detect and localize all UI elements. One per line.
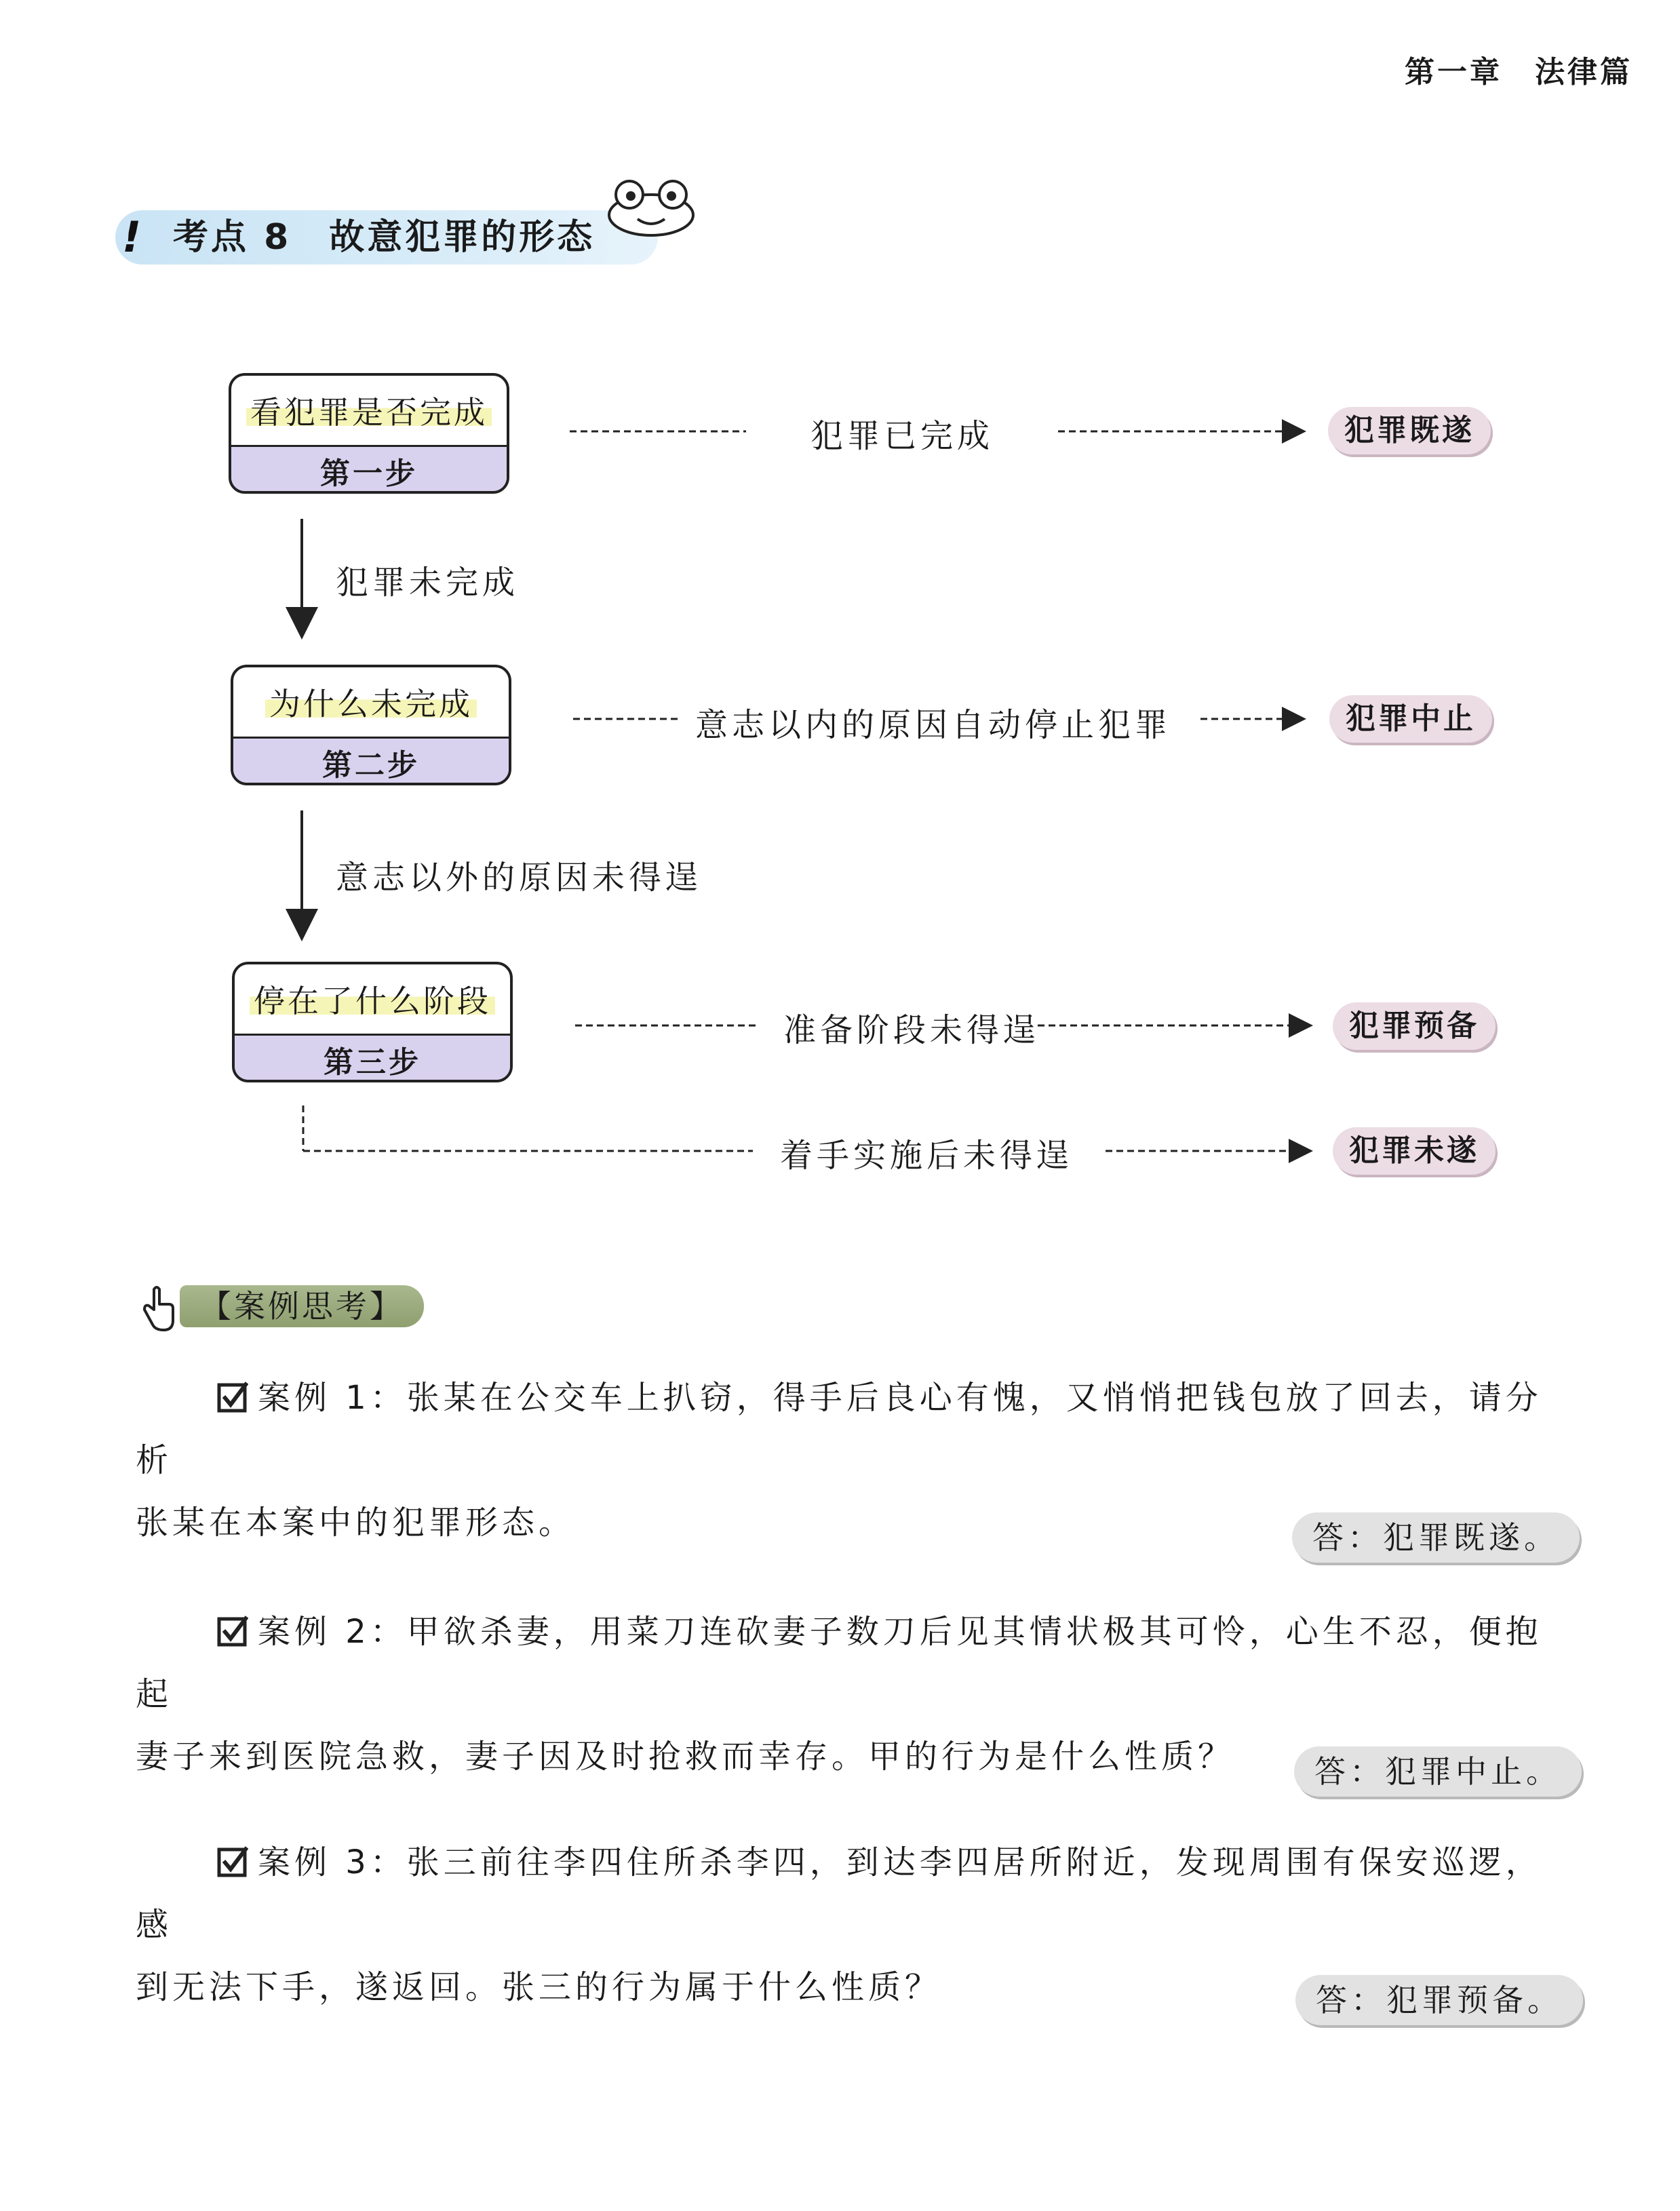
step-label: 第二步 [233,737,509,785]
answer-1: 答：犯罪既遂。 [1292,1512,1580,1563]
step-box-1 [229,373,509,494]
result-pill-4: 犯罪未遂 [1333,1127,1496,1175]
step-question: 停在了什么阶段 [250,977,495,1021]
case-text-line2: 妻子来到医院急救，妻子因及时抢救而幸存。甲的行为是什么性质？ [136,1738,1235,1776]
result-pill-3: 犯罪预备 [1333,1002,1496,1050]
case-text-line2: 张某在本案中的犯罪形态。 [136,1504,576,1542]
down-label-1: 犯罪未完成 [336,564,520,602]
pointing-hand-icon [139,1285,177,1333]
case-study-tag: 【案例思考】 [180,1285,424,1327]
step-box-3 [232,962,513,1082]
case-text-line1: 案例 2：甲欲杀妻，用菜刀连砍妻子数刀后见其情状极其可怜，心生不忍，便抱起 [136,1613,1542,1713]
down-label-2: 意志以外的原因未得逞 [336,859,703,897]
answer-3: 答：犯罪预备。 [1295,1975,1583,2025]
section-title: 考点 8 故意犯罪的形态 [173,217,595,258]
checkbox-checked-icon [217,1846,248,1877]
step-question: 看犯罪是否完成 [246,388,492,433]
result-pill-1: 犯罪既遂 [1328,407,1491,454]
checkbox-checked-icon [217,1616,248,1647]
chapter-header: 第一章 法律篇 [1405,55,1633,90]
case-text-line2: 到无法下手，遂返回。张三的行为属于什么性质？ [136,1968,942,2006]
case-text-line1: 案例 1：张某在公交车上扒窃，得手后良心有愧，又悄悄把钱包放了回去，请分析 [136,1379,1542,1479]
step-label: 第三步 [235,1034,510,1082]
answer-2: 答：犯罪中止。 [1294,1746,1582,1797]
step-label: 第一步 [231,445,507,494]
result-pill-2: 犯罪中止 [1329,695,1492,743]
branch-label-1: 犯罪已完成 [810,417,994,455]
checkbox-checked-icon [217,1382,248,1413]
branch-label-4: 着手实施后未得逞 [780,1137,1074,1175]
exclamation-icon: ! [122,212,142,262]
step-box-2 [231,665,511,785]
case-text-line1: 案例 3：张三前往李四住所杀李四，到达李四居所附近，发现周围有保安巡逻，感 [136,1843,1542,1944]
branch-label-2: 意志以内的原因自动停止犯罪 [695,706,1172,744]
step-question: 为什么未完成 [265,680,477,724]
branch-label-3: 准备阶段未得逞 [783,1011,1040,1049]
